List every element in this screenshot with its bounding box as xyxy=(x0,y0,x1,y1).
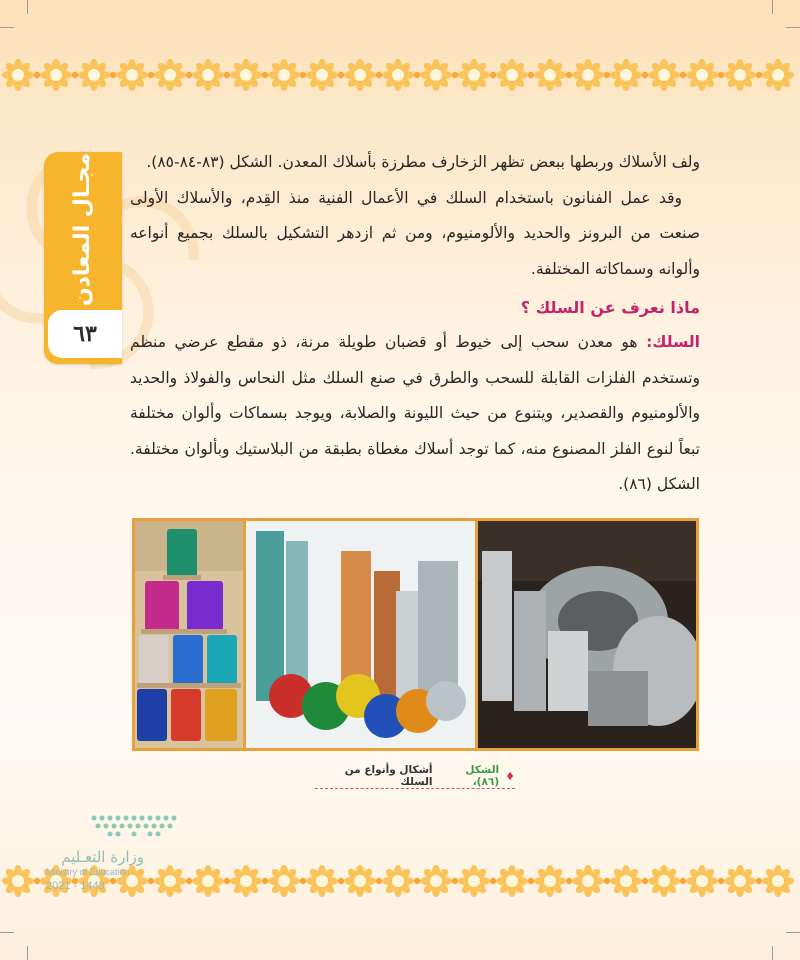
top-flower-border xyxy=(0,45,800,105)
ministry-year: 2021 - 1443 xyxy=(46,880,105,892)
dot-ornament xyxy=(756,72,762,78)
flower-icon xyxy=(40,59,72,91)
flower-icon xyxy=(382,865,414,897)
intro-paragraph: ولف الأسلاك وربطها ببعض تظهر الزخارف مطرزة بأسلاك المعدن. الشكل (٨٣-٨٤-٨٥). xyxy=(146,153,700,171)
flower-icon xyxy=(306,59,338,91)
flower-icon xyxy=(230,865,262,897)
photo-spools-of-thread xyxy=(135,521,243,748)
flower-icon xyxy=(572,865,604,897)
crop-mark xyxy=(0,27,14,28)
flower-icon xyxy=(154,59,186,91)
dot-ornament xyxy=(224,878,230,884)
dot-ornament xyxy=(604,878,610,884)
pin-icon: ♦ xyxy=(505,769,515,783)
dot-ornament xyxy=(186,72,192,78)
ministry-dots-icon xyxy=(88,812,180,840)
dot-ornament xyxy=(300,72,306,78)
ministry-logo xyxy=(44,812,189,892)
chapter-side-tab xyxy=(44,152,122,364)
figure-86-photos xyxy=(132,518,699,751)
dot-ornament xyxy=(300,878,306,884)
crop-mark xyxy=(772,946,773,960)
dot-ornament xyxy=(224,72,230,78)
flower-icon xyxy=(268,59,300,91)
flower-icon xyxy=(268,865,300,897)
page-number: ٦٣ xyxy=(48,310,122,358)
dot-ornament xyxy=(34,72,40,78)
crop-mark xyxy=(27,0,28,14)
dot-ornament xyxy=(110,72,116,78)
flower-icon xyxy=(534,865,566,897)
definition-text: هو معدن سحب إلى خيوط أو قضبان طويلة مرنة، ذو مقطع عرضي منظم وتستخدم الفلزات القابلة للسحب والطرق في صنع السلك مثل النحاس والفولاذ والحديد والألومنيوم والقصدير، ويتنوع من حيث الليونة والصلابة، ويوجد بسماكات وألوان مختلفة تبعاً لنوع الفلز المصنوع منه، كما توجد أسلاك مغطاة بطبقة من البلاستيك وبألوان مختلفة. الشكل (٨٦). xyxy=(130,333,700,493)
flower-icon xyxy=(762,59,794,91)
photo-steel-wire-coils xyxy=(478,521,696,748)
dot-ornament xyxy=(72,72,78,78)
crop-mark xyxy=(786,932,800,933)
crop-mark xyxy=(0,932,14,933)
flower-icon xyxy=(192,59,224,91)
dot-ornament xyxy=(262,72,268,78)
dot-ornament xyxy=(718,72,724,78)
flower-icon xyxy=(78,59,110,91)
flower-icon xyxy=(344,59,376,91)
flower-icon xyxy=(534,59,566,91)
flower-icon xyxy=(686,865,718,897)
flower-icon xyxy=(648,59,680,91)
intro-paragraph: وقد عمل الفنانون باستخدام السلك في الأعمال الفنية منذ القِدم، والأسلاك الأولى صنعت من البرونز والحديد والألومنيوم، ومن ثم ازدهر التشكيل بالسلك بجميع أنواعه وألوانه وسماكاته المختلفة. xyxy=(130,188,700,278)
flower-icon xyxy=(458,59,490,91)
caption-text: أشكال وأنواع من السلك xyxy=(344,764,433,788)
photo-mesh-and-coated-wire xyxy=(246,521,475,748)
flower-icon xyxy=(192,865,224,897)
flower-icon xyxy=(306,865,338,897)
caption-label: الشكل (٨٦)، xyxy=(465,764,500,788)
dot-ornament xyxy=(756,878,762,884)
flower-icon xyxy=(572,59,604,91)
dot-ornament xyxy=(566,72,572,78)
dot-ornament xyxy=(680,72,686,78)
crop-mark xyxy=(772,0,773,14)
flower-icon xyxy=(230,59,262,91)
dot-ornament xyxy=(414,878,420,884)
dot-ornament xyxy=(452,878,458,884)
flower-icon xyxy=(420,865,452,897)
dot-ornament xyxy=(338,878,344,884)
flower-icon xyxy=(610,865,642,897)
ministry-name-ar: وزارة التعـليم xyxy=(61,848,144,866)
dot-ornament xyxy=(528,878,534,884)
flower-icon xyxy=(420,59,452,91)
dot-ornament xyxy=(148,72,154,78)
figure-caption xyxy=(315,766,515,789)
flower-icon xyxy=(762,865,794,897)
dot-ornament xyxy=(490,878,496,884)
flower-icon xyxy=(724,59,756,91)
dot-ornament xyxy=(604,72,610,78)
dot-ornament xyxy=(642,72,648,78)
crop-mark xyxy=(786,27,800,28)
flower-icon xyxy=(458,865,490,897)
dot-ornament xyxy=(262,878,268,884)
ministry-name-en: Ministry of Education xyxy=(46,867,130,877)
dot-ornament xyxy=(642,878,648,884)
dot-ornament xyxy=(376,878,382,884)
dot-ornament xyxy=(452,72,458,78)
flower-icon xyxy=(610,59,642,91)
dot-ornament xyxy=(376,72,382,78)
dot-ornament xyxy=(528,72,534,78)
dot-ornament xyxy=(414,72,420,78)
flower-icon xyxy=(2,59,34,91)
flower-icon xyxy=(2,865,34,897)
crop-mark xyxy=(27,946,28,960)
question-section xyxy=(130,290,700,325)
definition-paragraph xyxy=(130,325,700,503)
flower-icon xyxy=(648,865,680,897)
dot-ornament xyxy=(718,878,724,884)
definition-term: السلك: xyxy=(646,333,700,351)
dot-ornament xyxy=(34,878,40,884)
dot-ornament xyxy=(490,72,496,78)
chapter-title-text: مجـال المعادن xyxy=(70,152,96,307)
chapter-title xyxy=(44,152,122,307)
dot-ornament xyxy=(680,878,686,884)
question-heading: ماذا نعرف عن السلك ؟ xyxy=(520,298,700,317)
flower-icon xyxy=(344,865,376,897)
flower-icon xyxy=(496,865,528,897)
flower-icon xyxy=(724,865,756,897)
flower-icon xyxy=(686,59,718,91)
intro-text xyxy=(130,145,700,287)
flower-icon xyxy=(496,59,528,91)
flower-icon xyxy=(116,59,148,91)
dot-ornament xyxy=(338,72,344,78)
flower-icon xyxy=(382,59,414,91)
definition-section xyxy=(130,325,700,503)
dot-ornament xyxy=(566,878,572,884)
